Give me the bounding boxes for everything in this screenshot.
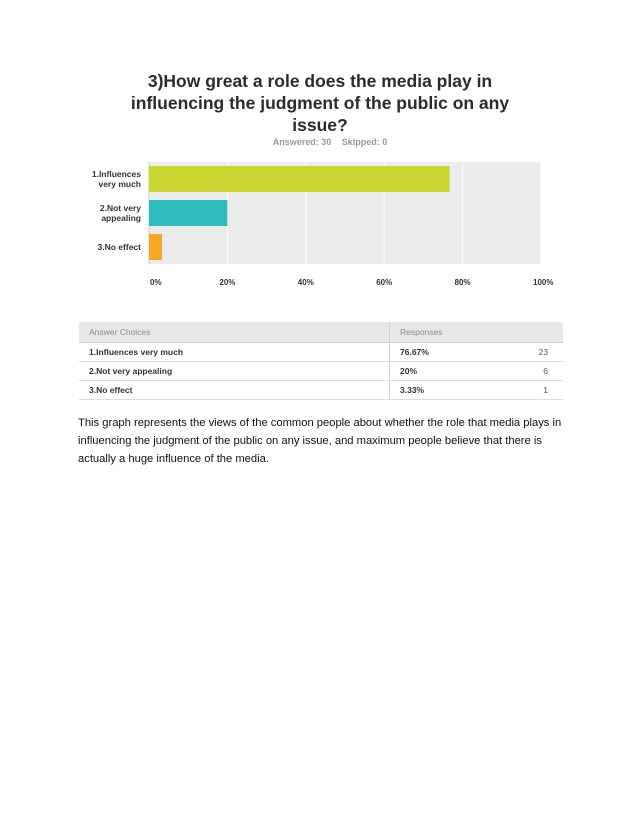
chart-title: 3)How great a role does the media play in influencing the judgment of the public on any issue? — [130, 71, 510, 135]
row-count: 6 — [482, 362, 563, 381]
table-row — [79, 362, 563, 381]
row-percent: 20% — [390, 362, 482, 381]
x-tick-label: 80% — [454, 278, 471, 287]
x-tick-label: 20% — [219, 278, 236, 287]
x-tick-label: 100% — [533, 278, 554, 287]
table-row — [79, 343, 563, 362]
row-choice: 2.Not very appealing — [79, 362, 390, 381]
row-count: 1 — [482, 381, 563, 400]
y-tick-label: 3.No effect — [97, 242, 141, 252]
row-percent: 3.33% — [390, 381, 482, 400]
answered-count: Answered: 30 — [272, 137, 332, 147]
row-choice: 3.No effect — [79, 381, 390, 400]
caption-paragraph: This graph represents the views of the common people about whether the role that media plays in influencing the judgment of the public on any issue, and maximum people believe that there is actually a huge influence of the media. — [78, 417, 562, 465]
header-answer-choices: Answer Choices — [79, 322, 390, 343]
skipped-count: Skipped: 0 — [341, 137, 388, 147]
y-tick-label: 1.Influences — [91, 169, 141, 179]
response-summary — [230, 137, 430, 147]
x-tick-label: 0% — [150, 278, 162, 287]
bar — [149, 234, 162, 260]
row-choice: 1.Influences very much — [79, 343, 390, 362]
bar — [149, 200, 227, 226]
header-responses: Responses — [390, 322, 564, 343]
table-row — [79, 381, 563, 400]
y-tick-label: appealing — [101, 213, 141, 223]
table-header-row — [79, 322, 563, 343]
bar-chart — [0, 150, 638, 300]
row-count: 23 — [482, 343, 563, 362]
responses-table — [79, 322, 563, 400]
bar — [149, 166, 450, 192]
x-tick-label: 60% — [376, 278, 393, 287]
y-tick-label: very much — [98, 179, 141, 189]
x-tick-label: 40% — [297, 278, 314, 287]
row-percent: 76.67% — [390, 343, 482, 362]
y-tick-label: 2.Not very — [99, 203, 141, 213]
